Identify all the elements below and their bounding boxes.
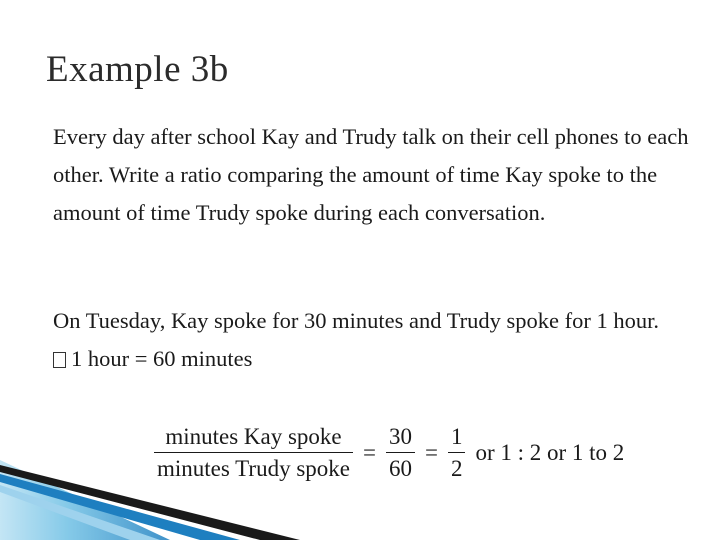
slide-title: Example 3b [46, 49, 229, 90]
fraction-words-denominator: minutes Trudy spoke [157, 455, 350, 481]
ratio-equation [148, 418, 624, 488]
fraction-values-numerator: 30 [388, 423, 412, 449]
fraction-words-numerator: minutes Kay spoke [165, 423, 342, 449]
hollow-square-bullet-icon [53, 352, 66, 368]
problem-text: Every day after school Kay and Trudy talk on their cell phones to each other. Write a ratio comparing the amount of time Kay spoke to the amount of time Trudy spoke during each conversation. [53, 124, 689, 225]
given-info [53, 302, 703, 378]
bullet-text: 1 hour = 60 minutes [71, 346, 253, 371]
fraction-simplified [448, 422, 466, 485]
fraction-words [154, 422, 353, 485]
fraction-values [386, 422, 415, 485]
equals-sign: = [424, 440, 438, 465]
ratio-forms: or 1 : 2 or 1 to 2 [475, 440, 625, 465]
fraction-values-denominator: 60 [388, 455, 412, 481]
given-text: On Tuesday, Kay spoke for 30 minutes and Trudy spoke for 1 hour. [53, 308, 660, 333]
fraction-simplified-denominator: 2 [450, 455, 463, 481]
bullet-item [53, 340, 703, 378]
fraction-simplified-numerator: 1 [450, 423, 463, 449]
equals-sign: = [362, 440, 376, 465]
